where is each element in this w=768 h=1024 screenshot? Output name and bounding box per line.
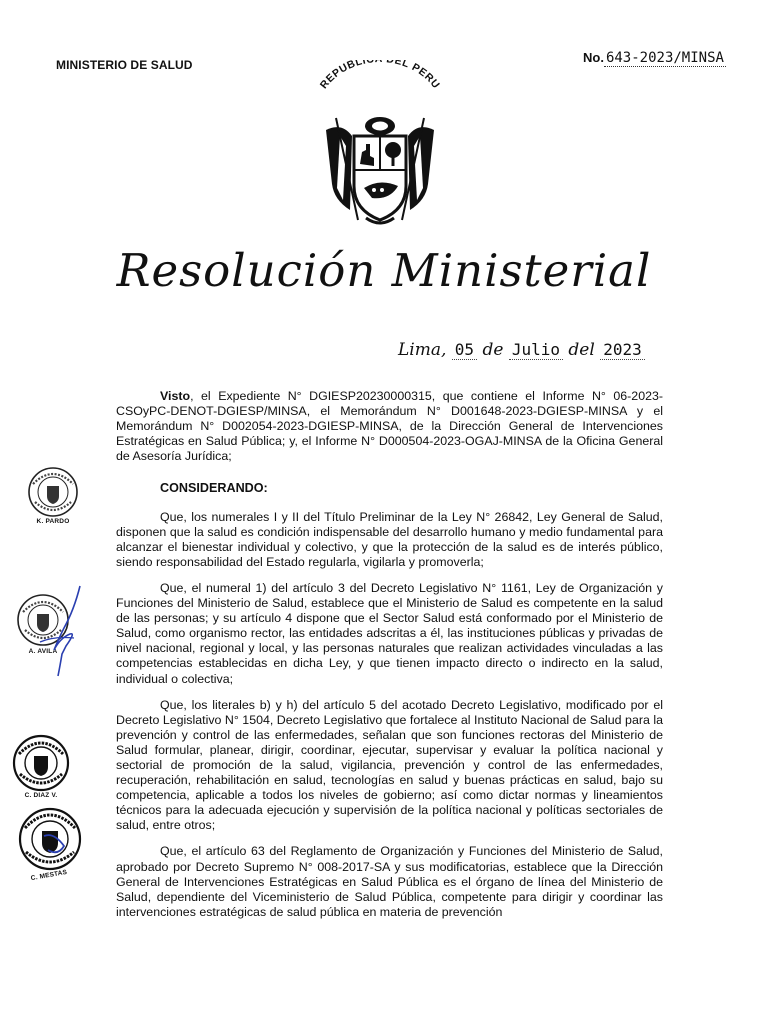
seal-label: C. MESTAS [30,868,68,883]
visto-paragraph [116,389,663,464]
date-de2: del [568,340,595,360]
visto-text: , el Expediente N° DGIESP20230000315, que contiene el Informe N° 06-2023-CSOyPC-DENOT-DGIESP/MINSA, el Memorándum N° D001648-2023-DGIESP-MINSA y el Memorándum N° D002054-2023-DGIESP-MINSA, de la Dirección General de Intervenciones Estratégicas en Salud Pública; y, el Informe N° D000504-2023-OGAJ-MINSA de la Oficina General de Asesoría Jurídica; [116,389,663,464]
date-city: Lima, [398,340,447,360]
document-title: Resolución Ministerial [116,244,652,297]
handwritten-signature [30,580,90,680]
seal-stamp-icon [10,734,72,792]
body-paragraph: Que, los literales b) y h) del artículo 5 del acotado Decreto Legislativo, modificado por el Decreto Legislativo N° 1504, Decreto Legislativo que fortalece al Instituto Nacional de Salud para la prevención y control de las enfermedades, señalan que son funciones rectoras del Ministerio de Salud formular, planear, dirigir, coordinar, ejecutar, supervisar y evaluar la política nacional y sectorial de promoción de la salud, vigilancia, prevención y control de las enfermedades, recuperación, rehabilitación en salud, tecnologías en salud y buenas prácticas en salud, bajo su competencia, aplicable a todos los niveles de gobierno; así como dictar normas y lineamientos técnicos para la adecuada ejecución y supervisión de la política nacional y políticas sectoriales de salud, entre otros; [116,697,663,833]
seal-stamp-icon [25,466,81,518]
date-month: Julio [509,340,563,360]
body-paragraph: Que, el artículo 63 del Reglamento de Organización y Funciones del Ministerio de Salud, aprobado por Decreto Supremo N° 008-2017-SA y sus modificatorias, establece que la Dirección General de Intervenciones Estratégicas en Salud Pública es el órgano de línea del Ministerio de Salud, dependiente del Viceministerio de Salud Pública, competente para dirigir y coordinar las intervenciones estratégicas de salud pública en materia de prevención [116,844,663,919]
visa-seal [18,466,88,525]
visa-seal [14,806,84,883]
resolution-number-prefix: No. [583,50,604,65]
visa-seal [6,734,76,799]
coat-of-arms-icon [296,60,464,230]
seal-label: K. PARDO [36,518,70,525]
date-de1: de [482,340,504,360]
resolution-number [583,50,726,66]
document-body [116,389,663,931]
national-coat-of-arms [296,60,464,230]
resolution-number-handwritten: 643-2023/MINSA [605,50,724,66]
seal-label: C. DIAZ V. [24,792,58,799]
seal-label: A. AVILA [28,648,58,655]
body-paragraph: Que, los numerales I y II del Título Preliminar de la Ley N° 26842, Ley General de Salud, disponen que la salud es condición indispensable del desarrollo humano y medio fundamental para alcanzar el bienestar individual y colectivo, y que la protección de la salud es de interés público, siendo responsabilidad del Estado regularla, vigilarla y promoverla; [116,509,663,569]
crest-arc-text: REPUBLI EL PERU [317,60,443,92]
visto-label: Visto [160,389,191,403]
svg-text:REPUBLICA DEL PERU [318,60,442,91]
ministry-header: MINISTERIO DE SALUD [56,58,193,72]
date-year: 2023 [600,340,645,360]
body-paragraph: Que, el numeral 1) del artículo 3 del Decreto Legislativo N° 1161, Ley de Organización y Funciones del Ministerio de Salud, establece que el Ministerio de Salud es competente en la salud de las personas; y su artículo 4 dispone que el Sector Salud está conformado por el Ministerio de Salud, como organismo rector, las entidades adscritas a él, las instituciones públicas y privadas de nivel nacional, regional y local, y las personas naturales que realizan actividades vinculadas a las competencias establecidas en dicha Ley, y que tienen impacto directo o indirecto en la salud, individual o colectiva; [116,580,663,686]
seal-stamp-icon [14,806,86,872]
date-day: 05 [452,340,477,360]
considerando-heading: CONSIDERANDO: [160,481,268,496]
date-line [398,340,645,360]
